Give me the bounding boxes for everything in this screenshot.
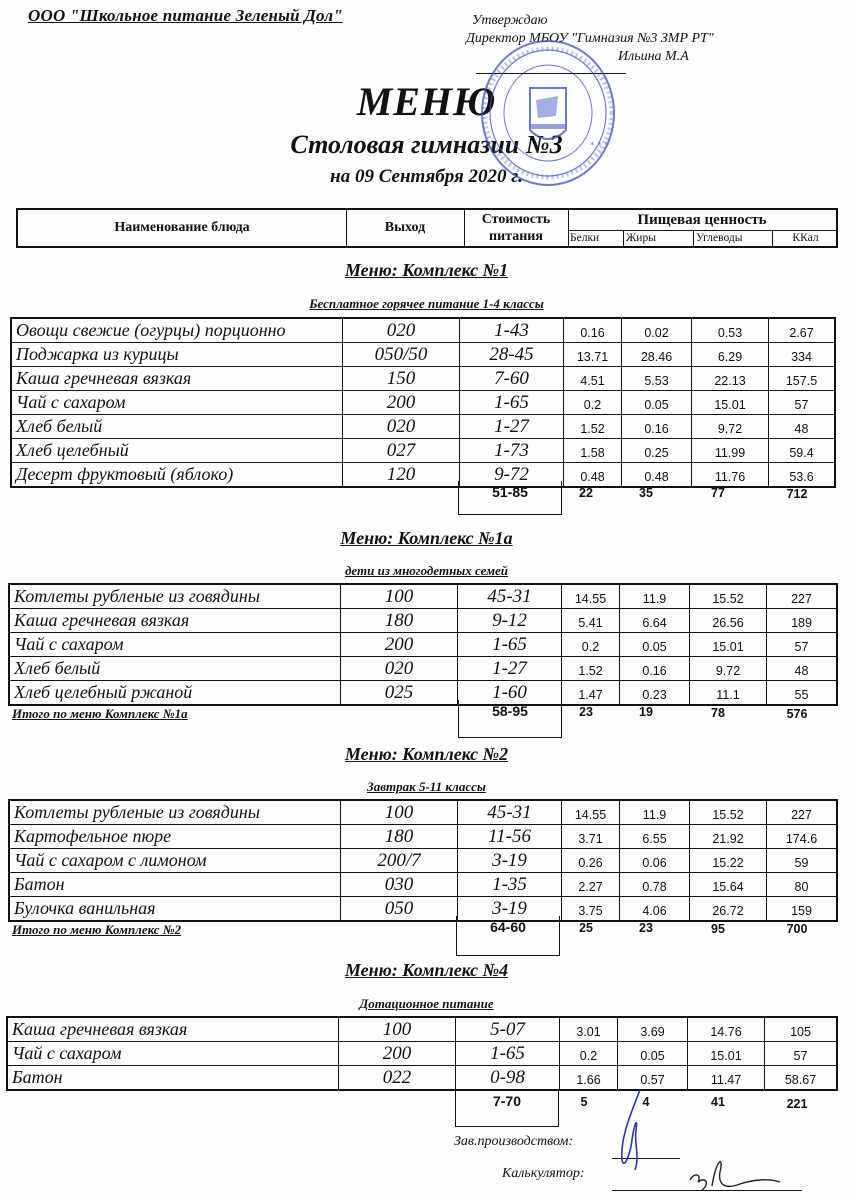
dish-name: Поджарка из курицы <box>12 343 343 366</box>
dish-name: Батон <box>10 873 341 896</box>
dish-kcal: 57 <box>793 1048 808 1063</box>
dish-cost: 1-65 <box>458 633 562 656</box>
total-proteins: 23 <box>579 705 593 719</box>
total-fats: 35 <box>639 486 653 500</box>
dish-carbs: 15.01 <box>692 391 769 414</box>
dish-output: 022 <box>339 1066 456 1089</box>
dish-cost: 11-56 <box>458 825 562 848</box>
section-subtitle-text: Завтрак 5-11 классы <box>367 779 486 794</box>
dish-carbs: 15.52 <box>690 585 767 608</box>
dish-output: 180 <box>341 609 458 632</box>
dish-output: 200 <box>339 1042 456 1065</box>
dish-proteins: 1.52 <box>562 657 620 680</box>
header-cost-line1: Стоимость <box>481 212 551 227</box>
dish-output: 025 <box>341 681 458 704</box>
dish-fats: 28.46 <box>622 343 692 366</box>
dish-name: Каша гречневая вязкая <box>8 1018 339 1041</box>
dish-kcal: 80 <box>794 879 809 894</box>
dish-carbs: 11.99 <box>692 439 769 462</box>
dish-proteins: 0.2 <box>560 1042 618 1065</box>
dish-cost: 1-27 <box>460 415 564 438</box>
menu-table-complex-4 <box>6 1016 838 1091</box>
total-cost: 64-60 <box>490 919 526 935</box>
menu-table-complex-1 <box>10 317 836 488</box>
dish-carbs: 9.72 <box>692 415 769 438</box>
dish-proteins: 5.41 <box>562 609 620 632</box>
total-kcal: 576 <box>786 707 808 721</box>
dish-cost: 45-31 <box>458 801 562 824</box>
dish-proteins: 1.58 <box>564 439 622 462</box>
section-subtitle-text: Дотационное питание <box>359 996 494 1011</box>
table-row <box>8 1018 836 1042</box>
dish-kcal: 55 <box>794 687 809 702</box>
section-title-text: Меню: Комплекс №2 <box>344 744 509 764</box>
dish-fats: 0.25 <box>622 439 692 462</box>
document-subtitle: Столовая гимназии №3 <box>290 130 563 159</box>
dish-output: 150 <box>343 367 460 390</box>
dish-cost: 3-19 <box>458 897 562 920</box>
dish-kcal: 57 <box>794 397 809 412</box>
total-carbs: 41 <box>711 1095 725 1109</box>
table-row <box>12 439 834 463</box>
dish-output: 020 <box>343 415 460 438</box>
section-title-complex-1 <box>0 260 853 281</box>
dish-name: Хлеб белый <box>12 415 343 438</box>
section-title-complex-4 <box>0 960 853 981</box>
dish-kcal: 105 <box>790 1024 811 1039</box>
dish-fats: 0.16 <box>620 657 690 680</box>
dish-proteins: 2.27 <box>562 873 620 896</box>
dish-proteins: 0.2 <box>564 391 622 414</box>
table-row <box>12 463 834 486</box>
total-carbs: 95 <box>711 922 725 936</box>
table-row <box>8 1066 836 1089</box>
total-label: Итого по меню Комплекс №1а <box>12 706 188 721</box>
dish-kcal: 58.67 <box>784 1072 817 1087</box>
table-row <box>12 391 834 415</box>
dish-carbs: 0.53 <box>692 319 769 342</box>
total-fats: 19 <box>639 705 653 719</box>
company-name: ООО "Школьное питание Зеленый Дол" <box>28 6 343 25</box>
dish-carbs: 22.13 <box>692 367 769 390</box>
dish-proteins: 0.2 <box>562 633 620 656</box>
dish-proteins: 1.52 <box>564 415 622 438</box>
production-manager-label: Зав.производством: <box>454 1134 574 1149</box>
header-dish-name: Наименование блюда <box>18 210 347 246</box>
dish-fats: 6.64 <box>620 609 690 632</box>
header-nutrition <box>568 210 836 246</box>
table-row <box>12 367 834 391</box>
dish-carbs: 15.01 <box>690 633 767 656</box>
dish-name: Булочка ванильная <box>10 897 341 920</box>
dish-name: Чай с сахаром <box>10 633 341 656</box>
dish-proteins: 14.55 <box>562 801 620 824</box>
calculator-signature-line <box>612 1190 802 1191</box>
dish-proteins: 0.48 <box>564 463 622 486</box>
dish-output: 030 <box>341 873 458 896</box>
dish-name: Хлеб белый <box>10 657 341 680</box>
dish-kcal: 157.5 <box>785 373 818 388</box>
table-row <box>12 415 834 439</box>
total-kcal: 712 <box>786 487 808 501</box>
header-nutrition-title: Пищевая ценность <box>637 212 767 228</box>
dish-fats: 0.05 <box>618 1042 688 1065</box>
dish-output: 180 <box>341 825 458 848</box>
table-row <box>10 825 836 849</box>
section-subtitle-complex-2 <box>0 779 853 795</box>
dish-carbs: 21.92 <box>690 825 767 848</box>
dish-proteins: 3.71 <box>562 825 620 848</box>
total-proteins: 22 <box>579 486 593 500</box>
total-cost: 51-85 <box>492 484 528 500</box>
dish-cost: 45-31 <box>458 585 562 608</box>
total-proteins: 5 <box>580 1095 588 1109</box>
dish-proteins: 1.47 <box>562 681 620 704</box>
dish-fats: 3.69 <box>618 1018 688 1041</box>
header-proteins: Белки <box>568 231 624 246</box>
dish-kcal: 227 <box>791 591 812 606</box>
dish-carbs: 9.72 <box>690 657 767 680</box>
dish-fats: 0.57 <box>618 1066 688 1089</box>
table-row <box>10 633 836 657</box>
dish-output: 200/7 <box>341 849 458 872</box>
menu-table-header <box>16 208 838 248</box>
dish-cost: 3-19 <box>458 849 562 872</box>
dish-carbs: 11.76 <box>692 463 769 486</box>
dish-name: Чай с сахаром <box>12 391 343 414</box>
dish-kcal: 57 <box>794 639 809 654</box>
total-cost: 58-95 <box>492 703 528 719</box>
dish-output: 100 <box>341 585 458 608</box>
dish-fats: 11.9 <box>620 801 690 824</box>
header-cost <box>464 210 569 246</box>
table-row <box>10 609 836 633</box>
dish-output: 200 <box>343 391 460 414</box>
dish-carbs: 11.1 <box>690 681 767 704</box>
total-kcal: 221 <box>786 1097 808 1111</box>
section-subtitle-complex-4 <box>0 996 853 1012</box>
table-row <box>12 319 834 343</box>
dish-output: 020 <box>343 319 460 342</box>
dish-kcal: 48 <box>794 421 809 436</box>
menu-table-complex-2 <box>8 799 838 922</box>
dish-output: 200 <box>341 633 458 656</box>
dish-carbs: 6.29 <box>692 343 769 366</box>
dish-carbs: 15.22 <box>690 849 767 872</box>
dish-proteins: 0.26 <box>562 849 620 872</box>
dish-cost: 1-65 <box>456 1042 560 1065</box>
calculator-signature-icon <box>680 1150 790 1200</box>
dish-cost: 1-60 <box>458 681 562 704</box>
dish-fats: 11.9 <box>620 585 690 608</box>
table-row <box>10 801 836 825</box>
dish-fats: 0.16 <box>622 415 692 438</box>
dish-name: Десерт фруктовый (яблоко) <box>12 463 343 486</box>
table-row <box>10 873 836 897</box>
total-carbs: 77 <box>711 486 725 500</box>
dish-proteins: 13.71 <box>564 343 622 366</box>
production-manager-signature-line <box>612 1158 680 1159</box>
section-title-text: Меню: Комплекс №1а <box>340 528 513 548</box>
dish-name: Хлеб целебный ржаной <box>10 681 341 704</box>
section-subtitle-complex-1a <box>0 563 853 579</box>
dish-carbs: 15.52 <box>690 801 767 824</box>
section-title-text: Меню: Комплекс №1 <box>344 260 509 280</box>
dish-kcal: 227 <box>791 807 812 822</box>
document-date: на 09 Сентября 2020 г. <box>330 166 523 187</box>
header-nutrition-columns <box>568 230 836 246</box>
total-kcal: 700 <box>786 922 808 936</box>
dish-fats: 0.05 <box>620 633 690 656</box>
header-output: Выход <box>346 210 465 246</box>
dish-name: Овощи свежие (огурцы) порционно <box>12 319 343 342</box>
dish-kcal: 189 <box>791 615 812 630</box>
approval-label: Утверждаю <box>472 13 548 28</box>
menu-table-complex-1a <box>8 583 838 706</box>
dish-kcal: 2.67 <box>789 325 814 340</box>
dish-proteins: 3.01 <box>560 1018 618 1041</box>
table-row <box>10 681 836 704</box>
dish-carbs: 15.64 <box>690 873 767 896</box>
dish-cost: 1-27 <box>458 657 562 680</box>
dish-kcal: 48 <box>794 663 809 678</box>
dish-output: 020 <box>341 657 458 680</box>
dish-name: Чай с сахаром с лимоном <box>10 849 341 872</box>
dish-output: 100 <box>339 1018 456 1041</box>
dish-output: 027 <box>343 439 460 462</box>
dish-cost: 1-43 <box>460 319 564 342</box>
section-subtitle-text: дети из многодетных семей <box>344 563 509 578</box>
section-title-complex-2 <box>0 744 853 765</box>
dish-proteins: 3.75 <box>562 897 620 920</box>
total-cost: 7-70 <box>492 1093 522 1109</box>
dish-name: Котлеты рубленые из говядины <box>10 801 341 824</box>
section-title-complex-1a <box>0 528 853 549</box>
dish-carbs: 15.01 <box>688 1042 765 1065</box>
dish-fats: 4.06 <box>620 897 690 920</box>
dish-output: 050/50 <box>343 343 460 366</box>
calculator-label: Калькулятор: <box>502 1166 585 1181</box>
table-row <box>10 897 836 920</box>
total-label: Итого по меню Комплекс №2 <box>12 922 182 937</box>
dish-kcal: 59.4 <box>789 445 814 460</box>
section-title-text: Меню: Комплекс №4 <box>344 960 509 980</box>
dish-cost: 7-60 <box>460 367 564 390</box>
dish-kcal: 334 <box>791 349 812 364</box>
dish-carbs: 26.72 <box>690 897 767 920</box>
dish-output: 120 <box>343 463 460 486</box>
document-title: МЕНЮ <box>356 79 497 124</box>
dish-name: Хлеб целебный <box>12 439 343 462</box>
dish-name: Каша гречневая вязкая <box>12 367 343 390</box>
dish-fats: 6.55 <box>620 825 690 848</box>
dish-kcal: 53.6 <box>789 469 814 484</box>
dish-name: Каша гречневая вязкая <box>10 609 341 632</box>
table-row <box>10 657 836 681</box>
table-row <box>10 585 836 609</box>
header-cost-line2: питания <box>489 229 543 244</box>
approval-person: Ильина М.А <box>618 49 689 64</box>
dish-fats: 0.23 <box>620 681 690 704</box>
dish-proteins: 0.16 <box>564 319 622 342</box>
dish-cost: 0-98 <box>456 1066 560 1089</box>
approval-signature-line <box>476 73 626 74</box>
dish-name: Котлеты рубленые из говядины <box>10 585 341 608</box>
dish-kcal: 159 <box>791 903 812 918</box>
dish-cost: 9-12 <box>458 609 562 632</box>
section-subtitle-text: Бесплатное горячее питание 1-4 классы <box>309 296 544 311</box>
total-proteins: 25 <box>579 921 593 935</box>
dish-cost: 28-45 <box>460 343 564 366</box>
dish-kcal: 174.6 <box>785 831 818 846</box>
header-carbs: Углеводы <box>694 231 773 246</box>
total-fats: 4 <box>642 1095 650 1109</box>
table-row <box>12 343 834 367</box>
dish-output: 050 <box>341 897 458 920</box>
dish-fats: 0.06 <box>620 849 690 872</box>
total-carbs: 78 <box>711 706 725 720</box>
dish-proteins: 14.55 <box>562 585 620 608</box>
table-row <box>8 1042 836 1066</box>
approval-block <box>466 12 714 66</box>
dish-kcal: 59 <box>794 855 809 870</box>
dish-cost: 1-73 <box>460 439 564 462</box>
dish-cost: 5-07 <box>456 1018 560 1041</box>
section-subtitle-complex-1 <box>0 296 853 312</box>
dish-name: Батон <box>8 1066 339 1089</box>
dish-name: Чай с сахаром <box>8 1042 339 1065</box>
table-row <box>10 849 836 873</box>
header-kcal: ККал <box>792 232 819 244</box>
header-fats: Жиры <box>624 231 694 246</box>
svg-text:* * *: * * * <box>590 141 610 151</box>
dish-output: 100 <box>341 801 458 824</box>
dish-fats: 0.02 <box>622 319 692 342</box>
dish-fats: 0.48 <box>622 463 692 486</box>
dish-carbs: 14.76 <box>688 1018 765 1041</box>
dish-carbs: 11.47 <box>688 1066 765 1089</box>
dish-carbs: 26.56 <box>690 609 767 632</box>
dish-fats: 0.78 <box>620 873 690 896</box>
dish-fats: 0.05 <box>622 391 692 414</box>
dish-proteins: 4.51 <box>564 367 622 390</box>
dish-fats: 5.53 <box>622 367 692 390</box>
dish-name: Картофельное пюре <box>10 825 341 848</box>
approval-position: Директор МБОУ "Гимназия №3 ЗМР РТ" <box>466 31 714 46</box>
dish-cost: 9-72 <box>460 463 564 486</box>
dish-cost: 1-65 <box>460 391 564 414</box>
dish-cost: 1-35 <box>458 873 562 896</box>
dish-proteins: 1.66 <box>560 1066 618 1089</box>
total-fats: 23 <box>639 921 653 935</box>
